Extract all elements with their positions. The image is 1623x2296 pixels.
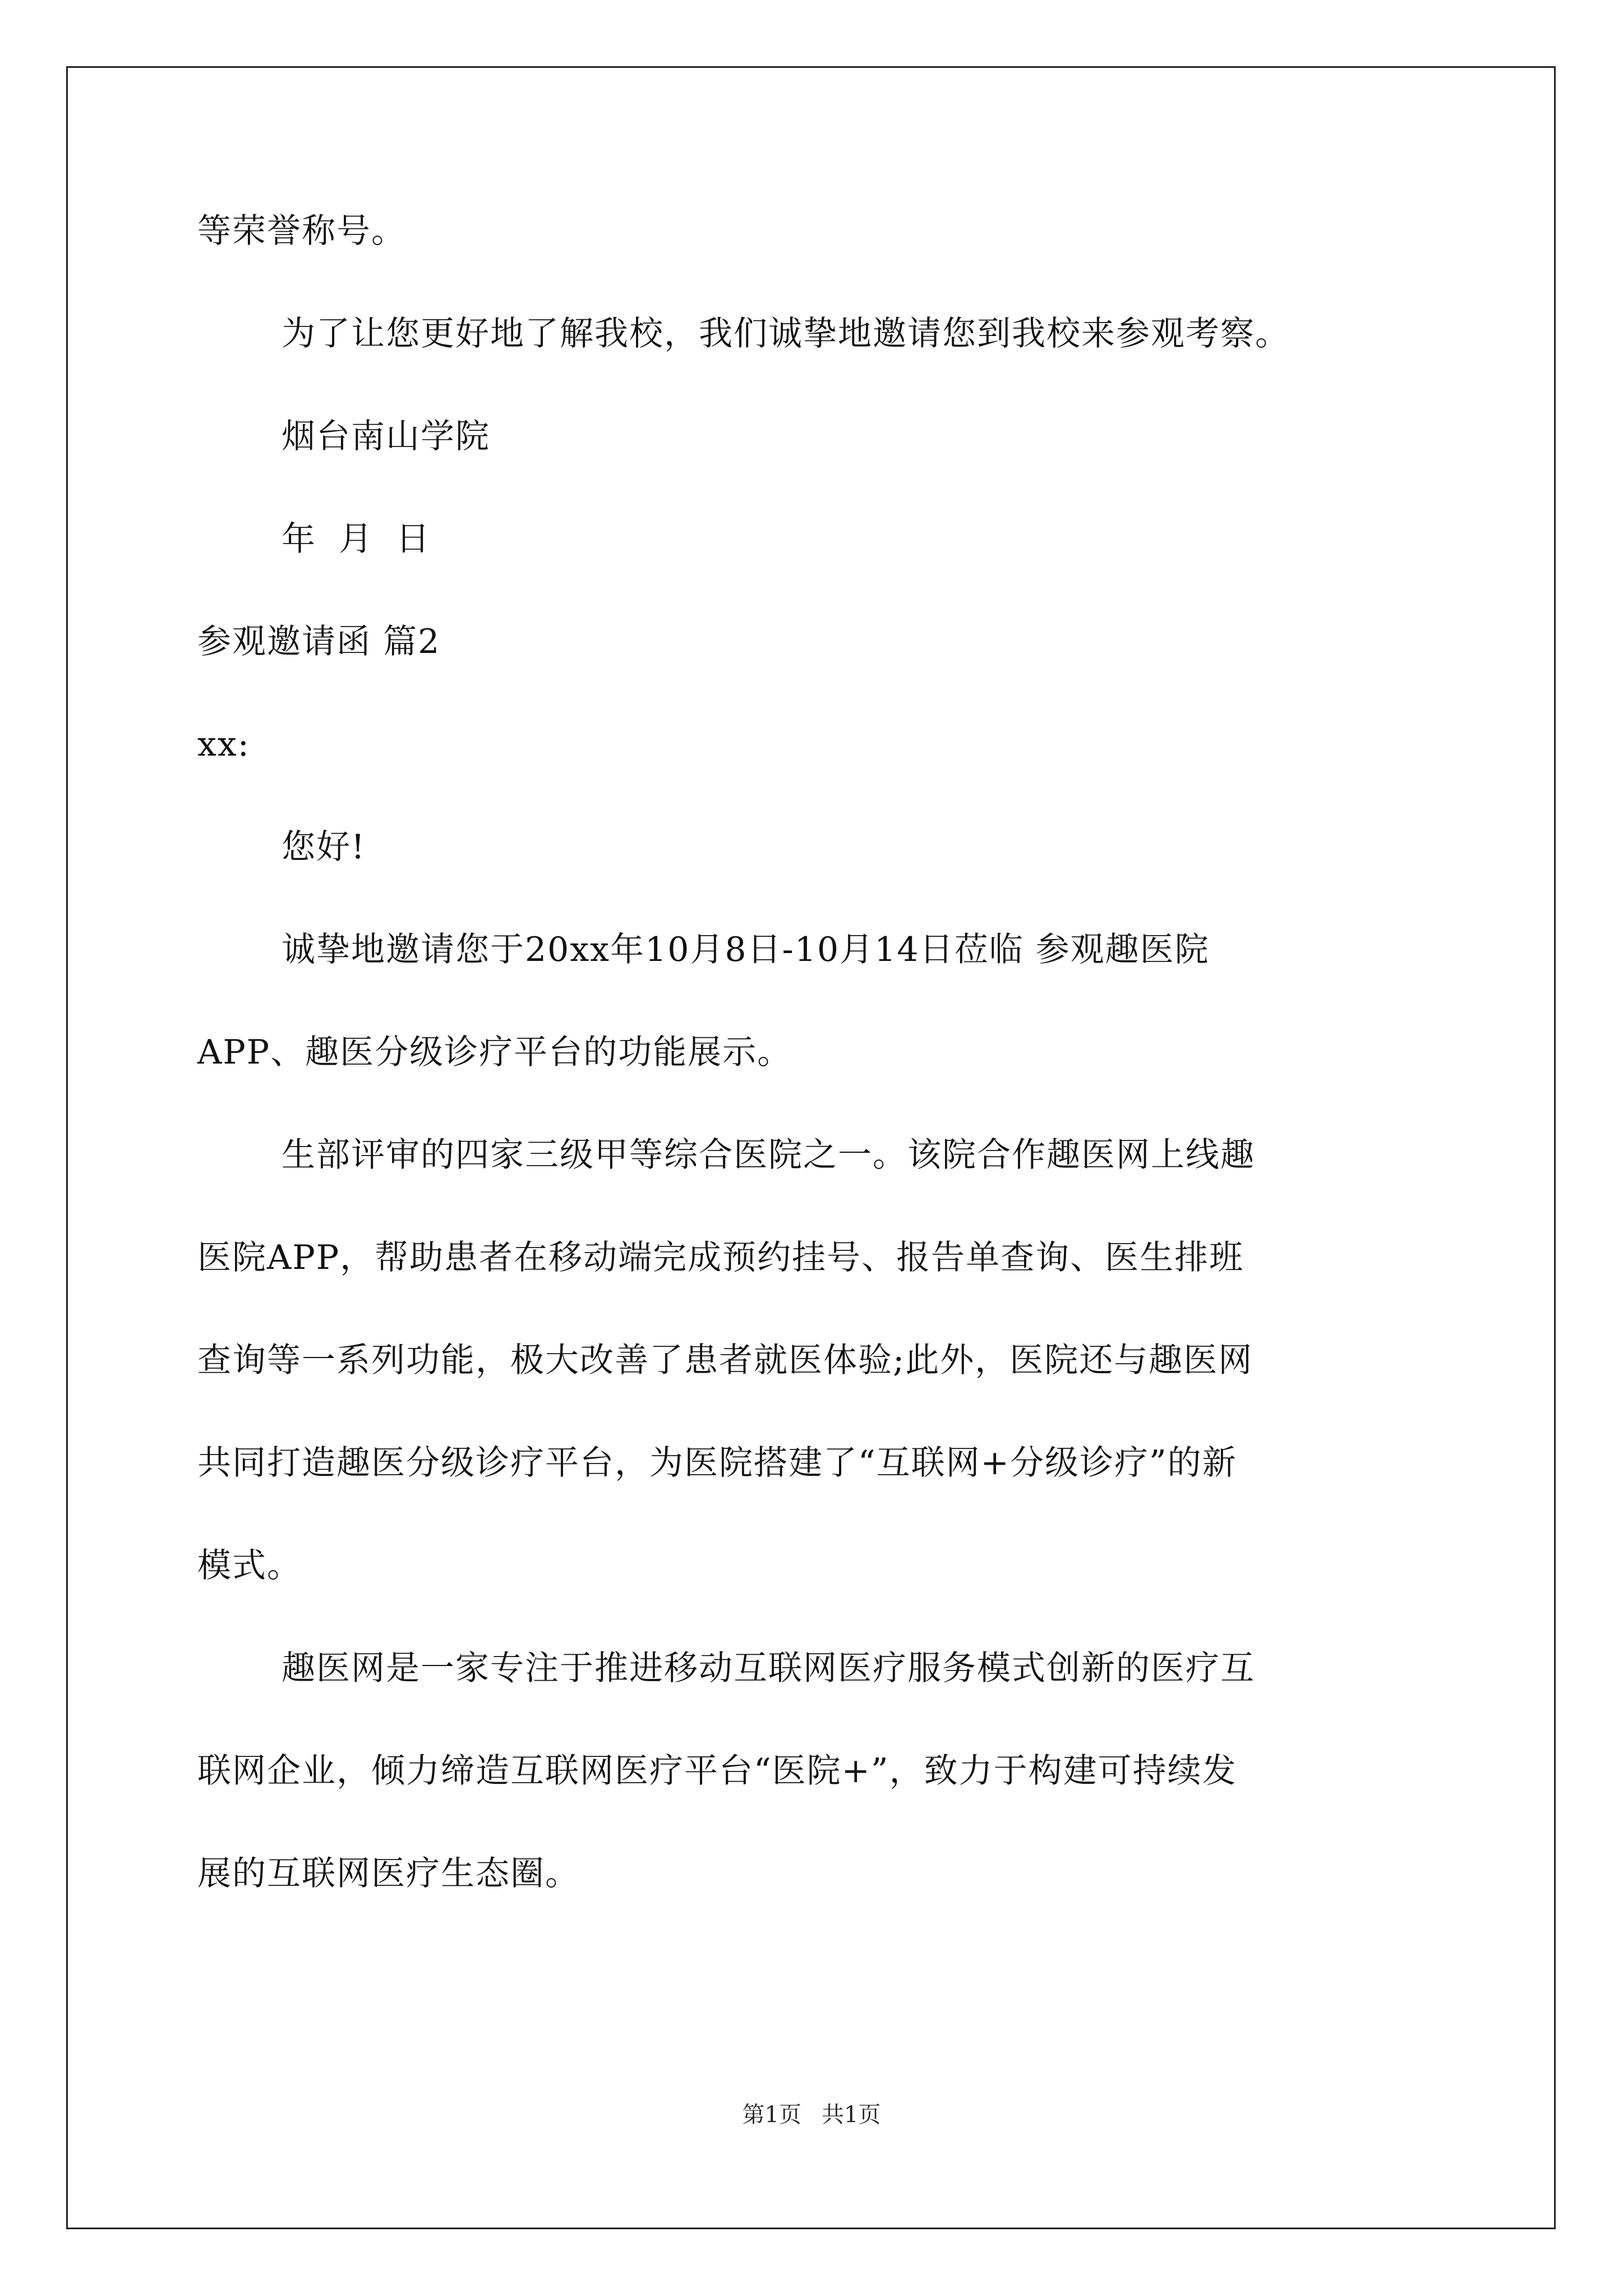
text-line: 诚挚地邀请您于20xx年10月8日-10月14日莅临 参观趣医院 — [282, 930, 1210, 969]
text-line: 趣医网是一家专注于推进移动互联网医疗服务模式创新的医疗互 — [282, 1649, 1255, 1688]
text-line: 医院APP，帮助患者在移动端完成预约挂号、报告单查询、医生排班 — [197, 1238, 1244, 1277]
date-line — [282, 517, 453, 562]
text-line: 共同打造趣医分级诊疗平台，为医院搭建了“互联网+分级诊疗”的新 — [197, 1443, 1237, 1483]
page-number-current: 第1页 — [742, 2102, 801, 2128]
school-name: 烟台南山学院 — [282, 417, 490, 456]
page-number-total: 共1页 — [822, 2102, 881, 2128]
text-line: 等荣誉称号。 — [197, 211, 406, 251]
text-line: 展的互联网医疗生态圈。 — [197, 1854, 580, 1893]
greeting: 您好! — [282, 827, 366, 867]
text-line: APP、趣医分级诊疗平台的功能展示。 — [197, 1033, 792, 1072]
section-heading: 参观邀请函 篇2 — [197, 622, 441, 661]
date-day: 日 — [396, 519, 431, 559]
text-line: 为了让您更好地了解我校，我们诚挚地邀请您到我校来参观考察。 — [282, 314, 1290, 353]
salutation: xx: — [197, 725, 250, 764]
text-line: 联网企业，倾力缔造互联网医疗平台“医院+”，致力于构建可持续发 — [197, 1751, 1237, 1791]
date-month: 月 — [339, 519, 374, 559]
text-line: 生部评审的四家三级甲等综合医院之一。该院合作趣医网上线趣 — [282, 1135, 1255, 1175]
text-line: 模式。 — [197, 1546, 302, 1585]
text-line: 查询等一系列功能，极大改善了患者就医体验;此外，医院还与趣医网 — [197, 1341, 1253, 1380]
page-footer — [0, 2101, 1623, 2129]
date-year: 年 — [282, 519, 316, 559]
